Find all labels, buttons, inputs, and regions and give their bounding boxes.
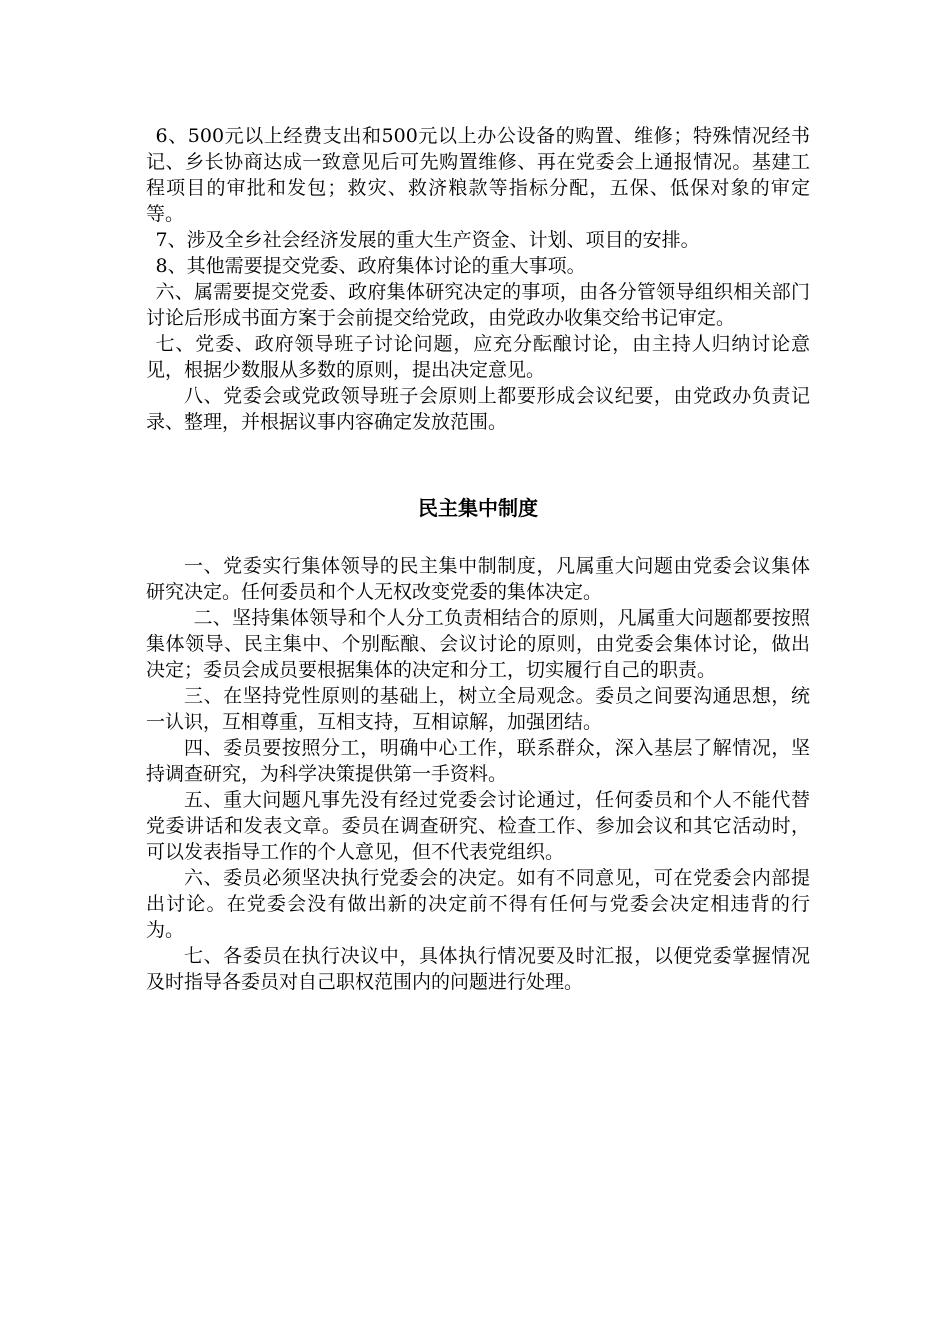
paragraph-item-6: 6、500元以上经费支出和500元以上办公设备的购置、维修；特殊情况经书记、乡长协商达成一致意见后可先购置维修、再在党委会上通报情况。基建工程项目的审批和发包；救灾、救济粮款等指标分配，五保、低保对象的审定等。 bbox=[146, 125, 810, 225]
paragraph-dc-1: 一、党委实行集体领导的民主集中制制度，凡属重大问题由党委会议集体研究决定。任何委员和个人无权改变党委的集体决定。 bbox=[146, 555, 810, 603]
paragraph-dc-2: 二、坚持集体领导和个人分工负责相结合的原则，凡属重大问题都要按照集体领导、民主集中、个别酝酿、会议讨论的原则，由党委会集体讨论，做出决定；委员会成员要根据集体的决定和分工，切实履行自己的职责。 bbox=[146, 607, 810, 681]
document-page bbox=[146, 123, 810, 995]
section-rules-continued bbox=[146, 123, 810, 435]
paragraph-rule-7: 七、党委、政府领导班子讨论问题，应充分酝酿讨论，由主持人归纳讨论意见，根据少数服从多数的原则，提出决定意见。 bbox=[146, 333, 810, 381]
paragraph-dc-5: 五、重大问题凡事先没有经过党委会讨论通过，任何委员和个人不能代替党委讲话和发表文章。委员在调查研究、检查工作、参加会议和其它活动时，可以发表指导工作的个人意见，但不代表党组织。 bbox=[146, 789, 810, 863]
paragraph-dc-4: 四、委员要按照分工，明确中心工作，联系群众，深入基层了解情况，坚持调查研究，为科学决策提供第一手资料。 bbox=[146, 737, 810, 785]
paragraph-item-7: 7、涉及全乡社会经济发展的重大生产资金、计划、项目的安排。 bbox=[155, 229, 700, 251]
paragraph-rule-8: 八、党委会或党政领导班子会原则上都要形成会议纪要，由党政办负责记录、整理，并根据议事内容确定发放范围。 bbox=[146, 385, 810, 433]
paragraph-rule-6: 六、属需要提交党委、政府集体研究决定的事项，由各分管领导组织相关部门讨论后形成书面方案于会前提交给党政，由党政办收集交给书记审定。 bbox=[146, 281, 810, 329]
paragraph-item-8: 8、其他需要提交党委、政府集体讨论的重大事项。 bbox=[155, 255, 586, 277]
paragraph-dc-6: 六、委员必须坚决执行党委会的决定。如有不同意见，可在党委会内部提出讨论。在党委会没有做出新的决定前不得有任何与党委会决定相违背的行为。 bbox=[146, 867, 810, 941]
paragraph-dc-7: 七、各委员在执行决议中，具体执行情况要及时汇报，以便党委掌握情况及时指导各委员对自己职权范围内的问题进行处理。 bbox=[146, 945, 810, 993]
section-title: 民主集中制度 bbox=[418, 496, 538, 520]
section-democratic-centralism bbox=[146, 553, 810, 995]
paragraph-dc-3: 三、在坚持党性原则的基础上，树立全局观念。委员之间要沟通思想，统一认识，互相尊重，互相支持，互相谅解，加强团结。 bbox=[146, 685, 810, 733]
